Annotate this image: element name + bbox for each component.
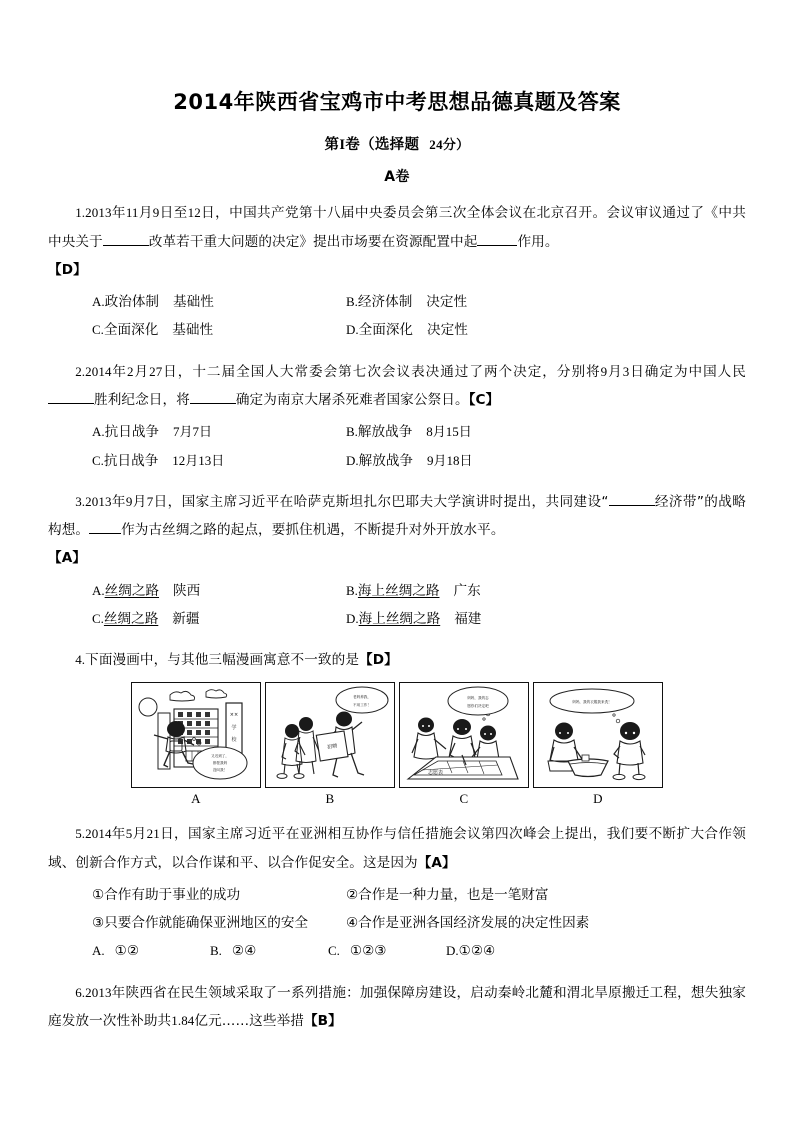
option-d-text2: 福建 bbox=[454, 610, 482, 627]
choice-c-letter: C. bbox=[328, 943, 340, 959]
option-a-text2: 陕西 bbox=[173, 582, 201, 599]
q5-t4: 月 bbox=[132, 826, 147, 843]
question-3-options bbox=[48, 577, 746, 634]
comic-item-a bbox=[131, 682, 261, 807]
q5-number: 5. bbox=[75, 826, 86, 842]
option-c-letter: C. bbox=[92, 322, 104, 338]
option-a-text1: 政治体制 bbox=[104, 294, 160, 311]
volume-roman: I bbox=[339, 137, 346, 154]
q3-blank-1 bbox=[609, 505, 655, 506]
q6-number: 6. bbox=[75, 984, 86, 1000]
comic-b-illustration bbox=[266, 683, 394, 787]
option-a-text2: 基础性 bbox=[173, 294, 214, 311]
comic-label-a: A bbox=[191, 791, 201, 807]
question-6 bbox=[48, 979, 746, 1036]
q2-t11: 胜利纪念日，将 bbox=[94, 391, 190, 408]
option-c-text2: 新疆 bbox=[172, 610, 200, 627]
option-row bbox=[48, 577, 746, 605]
question-2-stem bbox=[48, 358, 746, 415]
comic-b-sign bbox=[316, 731, 348, 761]
option-d-letter: D. bbox=[346, 610, 359, 626]
option-b-letter: B. bbox=[346, 294, 358, 310]
question-1-stem bbox=[48, 199, 746, 256]
question-1 bbox=[48, 199, 746, 344]
option-c-letter: C. bbox=[92, 452, 104, 468]
option-a-letter: A. bbox=[92, 582, 105, 598]
q2-t12: 确定为南京大屠杀死难者国家公祭日。 bbox=[235, 391, 469, 408]
comic-d-illustration bbox=[534, 683, 662, 787]
q3-t4: 月 bbox=[132, 493, 147, 510]
comic-c-bubble-line2: 愿你们决定吧 bbox=[467, 704, 489, 709]
option-d-text1: 全面深化 bbox=[358, 322, 414, 339]
q2-t6: 日，十二届全国人大常委会第七次会议表决通过了两个决定，分别将 bbox=[162, 363, 601, 380]
question-5-stem bbox=[48, 820, 746, 877]
choice-c-text: ①②③ bbox=[349, 943, 387, 960]
choice-b-text: ②④ bbox=[231, 943, 257, 960]
option-b-text1: 海上丝绸之路 bbox=[357, 582, 440, 599]
question-5-statements bbox=[48, 881, 746, 966]
option-c-text1: 抗日战争 bbox=[103, 452, 159, 469]
section-label: A卷 bbox=[384, 169, 410, 186]
q1-day-start: 9 bbox=[152, 205, 160, 221]
comic-strip bbox=[131, 682, 663, 807]
comic-c-illustration bbox=[400, 683, 528, 787]
comic-a-bubble-line3: 没叫我！ bbox=[212, 768, 228, 773]
q1-t4: 月 bbox=[138, 205, 153, 222]
page-title: 2014年陕西省宝鸡市中考思想品德真题及答案 bbox=[173, 90, 621, 114]
q2-m2: 9 bbox=[600, 363, 608, 379]
q5-year: 2014 bbox=[85, 826, 112, 842]
q1-t9: 改革若干重大问题的决定》提出市场要在资源配置中起 bbox=[148, 233, 478, 250]
comic-panel-b bbox=[265, 682, 395, 788]
question-4-answer: 【D】 bbox=[359, 652, 398, 669]
option-d-letter: D. bbox=[346, 322, 359, 338]
option-c-text1: 全面深化 bbox=[103, 322, 159, 339]
choice-a-text: ①② bbox=[114, 943, 140, 960]
option-c-text1: 丝绸之路 bbox=[103, 610, 159, 627]
q2-blank-2 bbox=[190, 403, 236, 404]
option-d bbox=[346, 316, 600, 344]
statement-1: ①合作有助于事业的成功 bbox=[92, 886, 241, 903]
option-d-text1: 海上丝绸之路 bbox=[358, 610, 441, 627]
option-c-text2: 基础性 bbox=[172, 322, 214, 339]
volume-heading bbox=[48, 133, 746, 154]
option-a-letter: A. bbox=[92, 424, 105, 440]
q3-day: 7 bbox=[146, 493, 154, 509]
q2-blank-1 bbox=[48, 403, 94, 404]
option-b-text2: 8月15日 bbox=[426, 424, 472, 440]
q2-t8: 月 bbox=[607, 363, 623, 380]
question-2-answer: 【C】 bbox=[468, 391, 500, 408]
option-c bbox=[92, 447, 346, 475]
option-row bbox=[48, 316, 746, 344]
comic-b-bubble-line1: 老妈养我， bbox=[353, 695, 371, 700]
q3-t2: 年 bbox=[111, 493, 126, 510]
option-d-text2: 决定性 bbox=[427, 322, 468, 339]
q6-t4: 亿元……这些举措 bbox=[194, 1012, 304, 1029]
question-3-answer: 【A】 bbox=[48, 550, 87, 567]
statement-row bbox=[48, 881, 746, 909]
q1-t10: 作用。 bbox=[517, 233, 559, 250]
q3-year: 2013 bbox=[85, 493, 112, 509]
option-a bbox=[92, 288, 346, 316]
q1-number: 1. bbox=[75, 205, 86, 221]
option-row bbox=[48, 288, 746, 316]
choice-d-letter: D. bbox=[446, 943, 459, 959]
option-c bbox=[92, 316, 346, 344]
option-a-text1: 抗日战争 bbox=[104, 424, 160, 441]
q6-year: 2013 bbox=[85, 984, 112, 1000]
question-4-stem bbox=[48, 646, 746, 674]
q3-month: 9 bbox=[125, 493, 133, 509]
q5-month: 5 bbox=[125, 826, 133, 842]
option-row bbox=[48, 418, 746, 446]
option-row bbox=[48, 605, 746, 633]
option-a-letter: A. bbox=[92, 294, 105, 310]
option-a bbox=[92, 418, 346, 446]
statement-4: ④合作是亚洲各国经济发展的决定性因素 bbox=[346, 915, 590, 932]
comic-a-bubble-line1: 又迟到了， bbox=[211, 754, 229, 759]
comic-item-b bbox=[265, 682, 395, 807]
option-b bbox=[346, 288, 600, 316]
volume-score: 24分） bbox=[429, 137, 470, 153]
volume-suffix: 卷（选择题 bbox=[345, 137, 420, 154]
option-d-letter: D. bbox=[346, 452, 359, 468]
comic-item-d bbox=[533, 682, 663, 807]
question-5 bbox=[48, 820, 746, 965]
comic-label-d: D bbox=[593, 791, 603, 807]
q2-day: 27 bbox=[149, 363, 163, 379]
q6-t2: 年陕西省在民生领域采取了一系列措施：加强保障房建设，启动秦岭北麓和渭北旱原搬迁工程，想失独家庭发放一次性补助共 bbox=[48, 984, 746, 1029]
option-b-text2: 决定性 bbox=[426, 294, 468, 311]
statement-row bbox=[48, 909, 746, 937]
q1-t6: 日至 bbox=[159, 205, 188, 222]
q1-blank-1 bbox=[103, 245, 149, 246]
q3-number: 3. bbox=[75, 493, 86, 509]
comic-strip-container bbox=[48, 682, 746, 807]
q1-year: 2013 bbox=[85, 205, 112, 221]
comic-c-form-label: 志愿表 bbox=[428, 770, 444, 777]
statement-3: ③只要合作就能确保亚洲地区的安全 bbox=[92, 915, 309, 932]
q5-day: 21 bbox=[146, 826, 160, 842]
q2-t4: 月 bbox=[133, 363, 150, 380]
q2-t10: 日确定为中国人民 bbox=[629, 363, 746, 380]
option-a-text2: 7月7日 bbox=[173, 424, 213, 440]
q1-t8: 日，中国共产党第十八届中央委员会第三次全体会议在北京召开。会议审议通过了《中共中央关于 bbox=[48, 205, 746, 250]
question-5-choices bbox=[48, 937, 746, 965]
comic-a-sign-line3: 校 bbox=[231, 737, 237, 744]
comic-a-sign-line2: 学 bbox=[231, 725, 237, 732]
comic-a-sign-line1: ×× bbox=[229, 712, 239, 719]
choice-b bbox=[210, 937, 328, 965]
q3-blank-2 bbox=[89, 533, 121, 534]
option-c bbox=[92, 605, 346, 633]
option-a-text1: 丝绸之路 bbox=[104, 582, 160, 599]
comic-panel-c bbox=[399, 682, 529, 788]
comic-item-c bbox=[399, 682, 529, 807]
volume-prefix: 第 bbox=[324, 137, 340, 154]
q6-amount: 1.84 bbox=[171, 1012, 195, 1028]
comic-d-bubble-text: 妈妈，我的衣服我来洗！ bbox=[572, 700, 612, 705]
option-b bbox=[346, 418, 600, 446]
option-row bbox=[48, 447, 746, 475]
q4-number: 4. bbox=[75, 652, 86, 668]
q2-year: 2014 bbox=[85, 363, 112, 379]
choice-a bbox=[92, 937, 210, 965]
q5-t6: 日，国家主席习近平在亚洲相互协作与信任措施会议第四次峰会上提出，我们要不断扩大合作领域、创新合作方式，以合作谋和平、以合作促安全。这是因为 bbox=[48, 826, 747, 871]
option-b-text1: 解放战争 bbox=[357, 424, 413, 441]
question-1-answer: 【D】 bbox=[48, 261, 87, 278]
choice-c bbox=[328, 937, 446, 965]
option-b-letter: B. bbox=[346, 582, 358, 598]
comic-a-bubble-line2: 都怪我妈 bbox=[212, 761, 228, 766]
question-6-stem bbox=[48, 979, 746, 1036]
comic-label-c: C bbox=[459, 791, 469, 807]
option-a bbox=[92, 577, 346, 605]
q1-blank-2 bbox=[477, 245, 517, 246]
option-b-letter: B. bbox=[346, 424, 358, 440]
question-3-stem bbox=[48, 488, 746, 545]
choice-b-letter: B. bbox=[210, 943, 222, 959]
question-1-options bbox=[48, 288, 746, 345]
comic-panel-d bbox=[533, 682, 663, 788]
q4-text: 下面漫画中，与其他三幅漫画寓意不一致的是 bbox=[85, 652, 360, 669]
option-b bbox=[346, 577, 600, 605]
q2-t2: 年 bbox=[111, 363, 128, 380]
choice-a-letter: A. bbox=[92, 943, 105, 959]
question-3 bbox=[48, 488, 746, 633]
q5-t2: 年 bbox=[111, 826, 126, 843]
statement-2: ②合作是一种力量，也是一笔财富 bbox=[346, 886, 549, 903]
comic-label-b: B bbox=[325, 791, 335, 807]
q3-t7: 经济带”的战略构想。 bbox=[48, 493, 746, 539]
q2-month: 2 bbox=[127, 363, 134, 379]
option-d-text2: 9月18日 bbox=[427, 452, 473, 468]
q2-d2: 3 bbox=[622, 363, 630, 379]
question-5-answer: 【A】 bbox=[417, 854, 456, 871]
comic-panel-a bbox=[131, 682, 261, 788]
choice-d bbox=[446, 937, 564, 965]
comic-a-illustration bbox=[132, 683, 260, 787]
choice-d-text: ①②④ bbox=[458, 943, 496, 960]
option-d-text1: 解放战争 bbox=[358, 452, 414, 469]
question-4 bbox=[48, 646, 746, 807]
option-d bbox=[346, 447, 600, 475]
question-6-answer: 【B】 bbox=[303, 1012, 342, 1029]
comic-c-bubble-line1: 妈妈，我的志 bbox=[467, 696, 489, 701]
question-2-options bbox=[48, 418, 746, 475]
q2-number: 2. bbox=[75, 363, 86, 379]
comic-b-sign-text: 招聘 bbox=[326, 743, 338, 752]
q1-day-end: 12 bbox=[187, 205, 201, 221]
q1-month: 11 bbox=[125, 205, 139, 221]
q1-t2: 年 bbox=[111, 205, 126, 222]
comic-b-bubble-line2: 不用工作！ bbox=[353, 703, 371, 708]
q3-t6: 日，国家主席习近平在哈萨克斯坦扎尔巴耶夫大学演讲时提出，共同建设“ bbox=[153, 493, 609, 510]
option-b-text1: 经济体制 bbox=[357, 294, 413, 311]
option-b-text2: 广东 bbox=[453, 582, 481, 599]
question-2 bbox=[48, 358, 746, 475]
option-c-text2: 12月13日 bbox=[172, 452, 225, 468]
option-d bbox=[346, 605, 600, 633]
q3-t8: 作为古丝绸之路的起点，要抓住机遇，不断提升对外开放水平。 bbox=[121, 522, 505, 539]
option-c-letter: C. bbox=[92, 610, 104, 626]
